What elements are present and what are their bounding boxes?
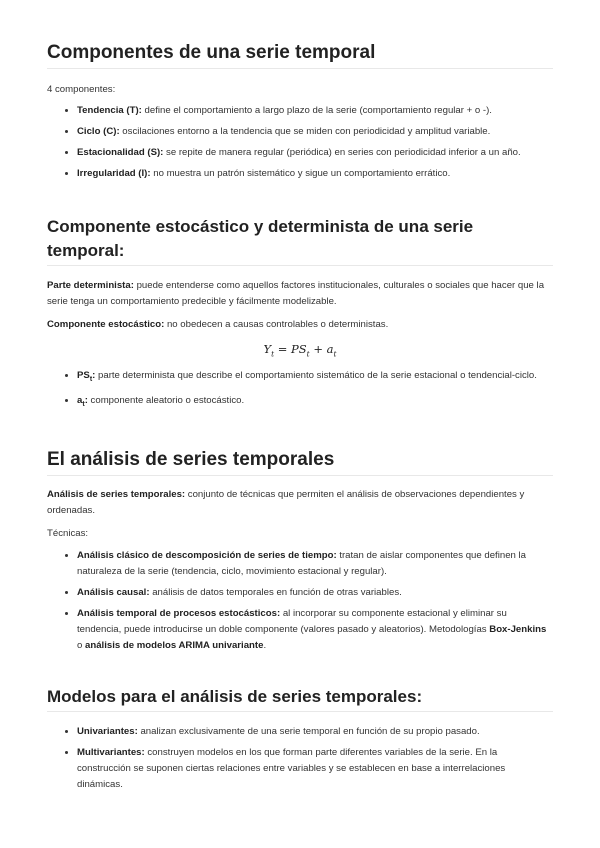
determinista-paragraph: Parte determinista: puede entenderse como aquellos factores institucionales, culturales o sociales que hacer que la serie tenga un comportamiento predecible y fácilmente modelizable. [47,280,545,307]
formula-terms-list [47,368,553,413]
list-item: • Análisis temporal de procesos estocásticos: al incorporar su componente estacional y eliminar su tendencia, puede introducirse un doble componente (valores pasado y aleatorios). Metodologías Box-Jenkins o análisis de modelos ARIMA univariante. [77,606,553,654]
list-item: • Estacionalidad (S): se repite de manera regular (periódica) en series con periodicidad inferior a un año. [77,145,553,161]
list-item: • Análisis causal: análisis de datos temporales en función de otras variables. [77,585,553,601]
analisis-paragraph: Análisis de series temporales: conjunto de técnicas que permiten el análisis de observaciones dependientes y ordenadas. [47,489,525,517]
tecnicas-list [47,548,553,654]
list-item: • Multivariantes: construyen modelos en los que forman parte diferentes variables de la serie. En la construcción se suponen ciertas relaciones entre variables y se establecen en base a interrelaciones dinámicas. [77,745,553,793]
tecnicas-label: Técnicas: [47,528,89,540]
list-item: • Análisis clásico de descomposición de series de tiempo: tratan de aislar componentes que definen la naturaleza de la serie (tendencia, ciclo, movimiento estacional y regular). [77,548,553,580]
components-list [47,103,553,182]
intro-paragraph: 4 componentes: [47,84,116,95]
heading-componentes: Componentes de una serie temporal [47,40,553,69]
estocastico-paragraph: Componente estocástico: no obedecen a causas controlables o deterministas. [47,319,389,330]
list-item: • $PS_t$: parte determinista que describe el comportamiento sistemático de la serie estacional o tendencial-ciclo. [77,368,553,388]
heading-modelos: Modelos para el análisis de series temporales: [47,685,553,712]
modelos-list [47,724,553,793]
list-item: • Univariantes: analizan exclusivamente de una serie temporal en función de su propio pasado. [77,724,553,740]
formula: $Y_t = PS_t + a_t$ [263,342,337,359]
heading-analisis: El análisis de series temporales [47,447,553,476]
list-item: • Tendencia (T): define el comportamiento a largo plazo de la serie (comportamiento regular + o -). [77,103,553,119]
document-content [47,40,553,793]
list-item: • Irregularidad (I): no muestra un patrón sistemático y sigue un comportamiento errático. [77,166,553,182]
list-item: • Ciclo (C): oscilaciones entorno a la tendencia que se miden con periodicidad y amplitud variable. [77,124,553,140]
heading-estocastico-determinista: Componente estocástico y determinista de una serie temporal: [47,215,553,266]
list-item: • $a_t$: componente aleatorio o estocástico. [77,393,553,413]
